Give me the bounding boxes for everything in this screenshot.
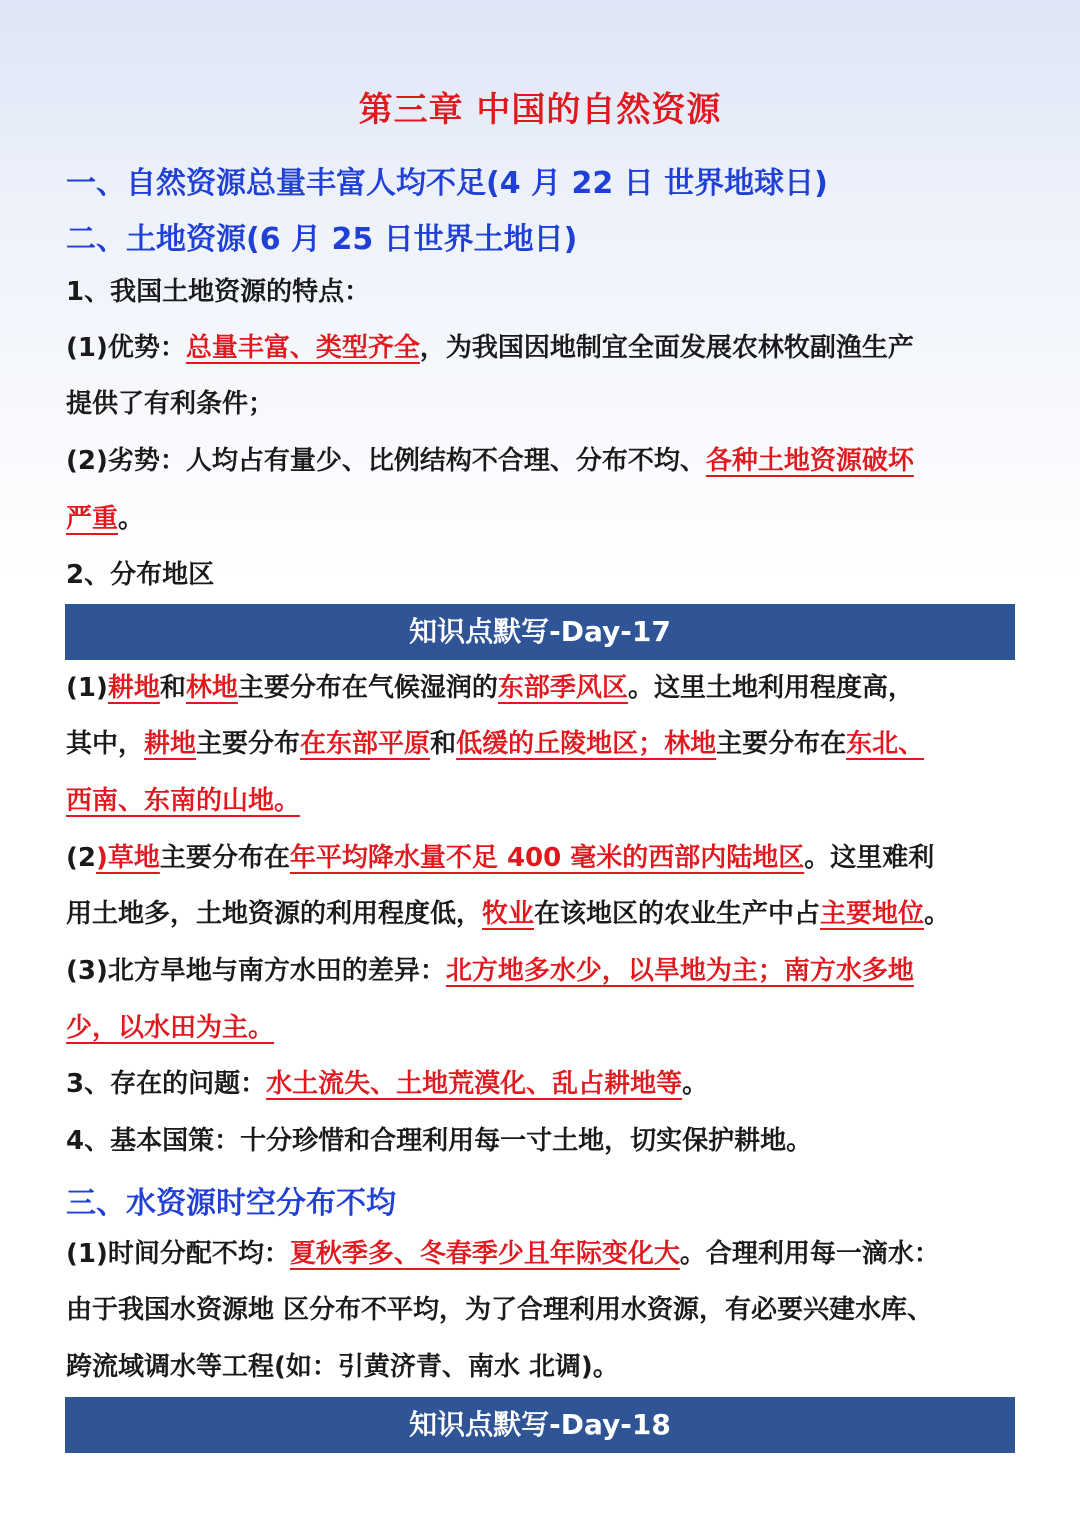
answer-blank: 严重 [66,504,119,534]
answer-blank: 林地 [185,673,238,703]
text-line [66,330,914,366]
text-segment: 在该地区的农业生产中占 [534,899,821,929]
text-segment: 主要分布在 [716,729,847,759]
text-segment: 。 [924,899,951,929]
section-heading-1: 一、自然资源总量丰富人均不足(4 月 22 日 世界地球日) [66,166,828,201]
text-line [66,896,950,932]
answer-blank: 总量丰富、类型齐全 [185,333,420,363]
answer-blank: 水土流失、土地荒漠化、乱占耕地等 [266,1069,683,1099]
text-segment: 。这里难利 [804,843,935,873]
text-segment: 。 [118,504,145,534]
text-line [66,783,300,819]
text-segment: 和 [430,729,457,759]
text-line [66,1066,708,1102]
day-banner-18: 知识点默写-Day-18 [65,1397,1015,1453]
text-line [66,1236,940,1272]
text-line: 跨流域调水等工程(如：引黄济青、南水 北调)。 [66,1352,619,1382]
text-segment: 。 [682,1069,709,1099]
text-line: 由于我国水资源地 区分布不平均，为了合理利用水资源，有必要兴建水库、 [66,1295,934,1325]
text-segment: (3)北方旱地与南方水田的差异： [66,956,446,986]
answer-blank: 在东部平原 [300,729,431,759]
answer-blank: 少，以水田为主。 [66,1013,275,1043]
answer-blank: 北方地多水少，以旱地为主；南方水多地 [445,956,914,986]
text-segment: (1)时间分配不均： [66,1239,290,1269]
answer-blank: 东北、 [846,729,925,759]
answer-blank: 西南、东南的山地。 [66,786,301,816]
text-segment: 。合理利用每一滴水： [679,1239,940,1269]
answer-blank: 耕地 [107,673,160,703]
answer-blank: 年平均降水量不足 400 毫米的西部内陆地区 [289,843,805,873]
answer-blank: 低缓的丘陵地区；林地 [456,729,717,759]
text-line [66,501,144,537]
text-line: 2、分布地区 [66,560,215,590]
text-line: 1、我国土地资源的特点： [66,277,371,307]
answer-blank: 主要地位 [820,899,925,929]
answer-blank: 耕地 [144,729,197,759]
text-segment: (2)劣势：人均占有量少、比例结构不合理、分布不均、 [66,446,706,476]
text-segment: (2 [66,843,96,873]
text-segment: (1) [66,673,108,703]
answer-blank: )草地 [95,843,160,873]
text-line [66,1010,274,1046]
text-segment: 其中， [66,729,145,759]
text-segment: 主要分布在气候湿润的 [237,673,498,703]
section-heading-3: 三、水资源时空分布不均 [66,1186,396,1221]
text-line: 提供了有利条件； [66,389,275,419]
section-heading-2: 二、土地资源(6 月 25 日世界土地日) [66,222,578,257]
answer-blank: 各种土地资源破坏 [705,446,914,476]
day-banner-17: 知识点默写-Day-17 [65,604,1015,660]
text-segment: 和 [159,673,186,703]
text-segment: 主要分布 [196,729,301,759]
text-line [66,726,924,762]
text-segment: 主要分布在 [159,843,290,873]
text-segment: ，为我国因地制宜全面发展农林牧副渔生产 [419,333,914,363]
text-segment: (1)优势： [66,333,186,363]
text-line [66,670,914,706]
text-line [66,840,934,876]
answer-blank: 夏秋季多、冬春季少且年际变化大 [289,1239,680,1269]
answer-blank: 牧业 [482,899,535,929]
text-line [66,443,914,479]
chapter-title: 第三章 中国的自然资源 [358,90,722,130]
text-line: 4、基本国策：十分珍惜和合理利用每一寸土地，切实保护耕地。 [66,1126,813,1156]
answer-blank: 东部季风区 [497,673,628,703]
text-line [66,953,914,989]
text-segment: 3、存在的问题： [66,1069,267,1099]
text-segment: 用土地多，土地资源的利用程度低， [66,899,483,929]
text-segment: 。这里土地利用程度高， [627,673,914,703]
